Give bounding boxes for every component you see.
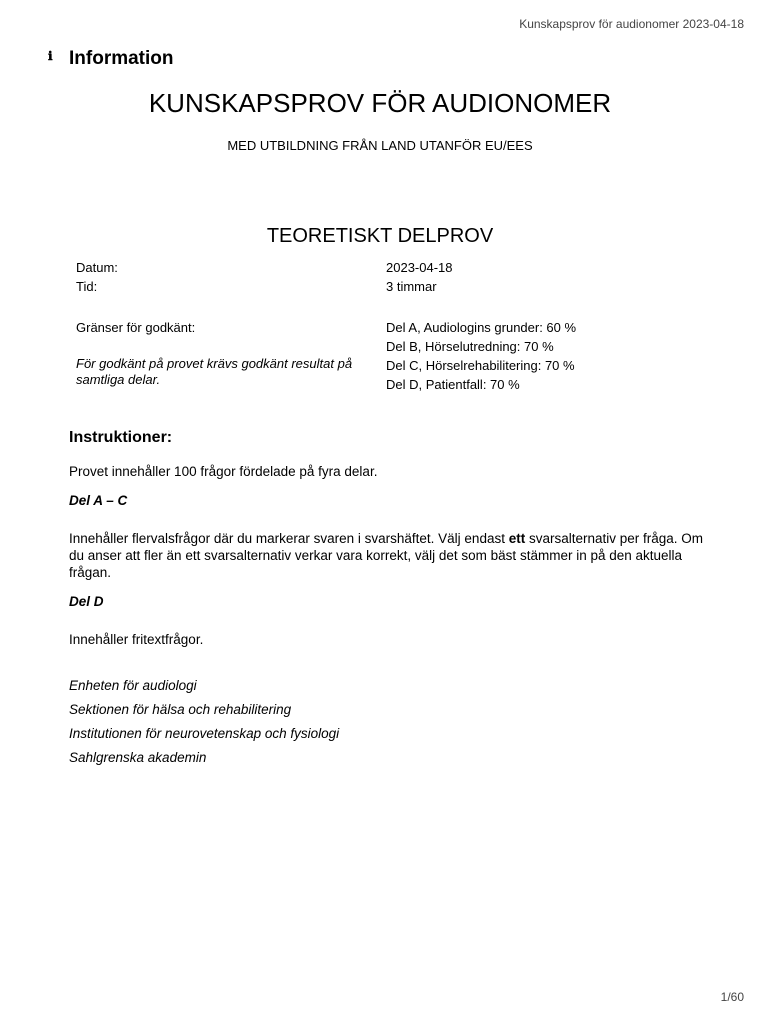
date-row [76,258,616,277]
running-header: Kunskapsprov för audionomer 2023-04-18 [519,17,744,31]
pass-requirements [76,318,616,394]
part-title: TEORETISKT DELPROV [266,225,494,247]
part-d-label: Del D [69,594,104,609]
signature-unit: Enheten för audiologi [69,678,197,693]
time-value: 3 timmar [386,279,437,294]
instructions-intro: Provet innehåller 100 frågor fördelade på fyra delar. [69,464,378,479]
signature-institution: Institutionen för neurovetenskap och fysiologi [69,726,340,741]
signature-section: Sektionen för hälsa och rehabilitering [69,702,292,717]
instructions-section [69,428,709,660]
pass-label: Gränser för godkänt: [76,320,196,335]
part-ac-description [69,530,709,581]
signature-block [69,674,339,770]
exam-info-table [76,258,616,394]
part-ac-text-end: svarsalternativ per fråga. Om du anser att fler än ett svarsalternativ verkar vara korrekt, välj det som bäst stämmer in på den aktuella frågan. [69,531,704,580]
part-ac-text-emphasis: ett [508,531,526,546]
signature-academy: Sahlgrenska akademin [69,750,207,765]
document-title: KUNSKAPSPROV FÖR AUDIONOMER [148,88,612,118]
threshold-part-b: Del B, Hörselutredning: 70 % [386,339,554,354]
instructions-heading: Instruktioner: [69,429,173,446]
pass-requirements-left [76,318,386,394]
threshold-part-c: Del C, Hörselrehabilitering: 70 % [386,358,575,373]
date-value: 2023-04-18 [386,260,453,275]
section-heading-label: Information [69,48,174,69]
threshold-part-a: Del A, Audiologins grunder: 60 % [386,320,577,335]
part-d-description: Innehåller fritextfrågor. [69,632,204,647]
part-ac-label: Del A – C [69,493,128,508]
threshold-part-d: Del D, Patientfall: 70 % [386,377,520,392]
threshold-list [386,318,616,394]
time-row [76,277,616,296]
date-label: Datum: [76,260,118,275]
document-subtitle: MED UTBILDNING FRÅN LAND UTANFÖR EU/EES [227,138,533,153]
time-label: Tid: [76,279,98,294]
info-icon: ℹ [48,49,53,63]
pass-note: För godkänt på provet krävs godkänt resultat på samtliga delar. [76,356,353,387]
section-heading [48,47,174,71]
part-ac-text-start: Innehåller flervalsfrågor där du markerar svaren i svarshäftet. Välj endast [69,531,509,546]
page-number: 1/60 [720,990,744,1004]
